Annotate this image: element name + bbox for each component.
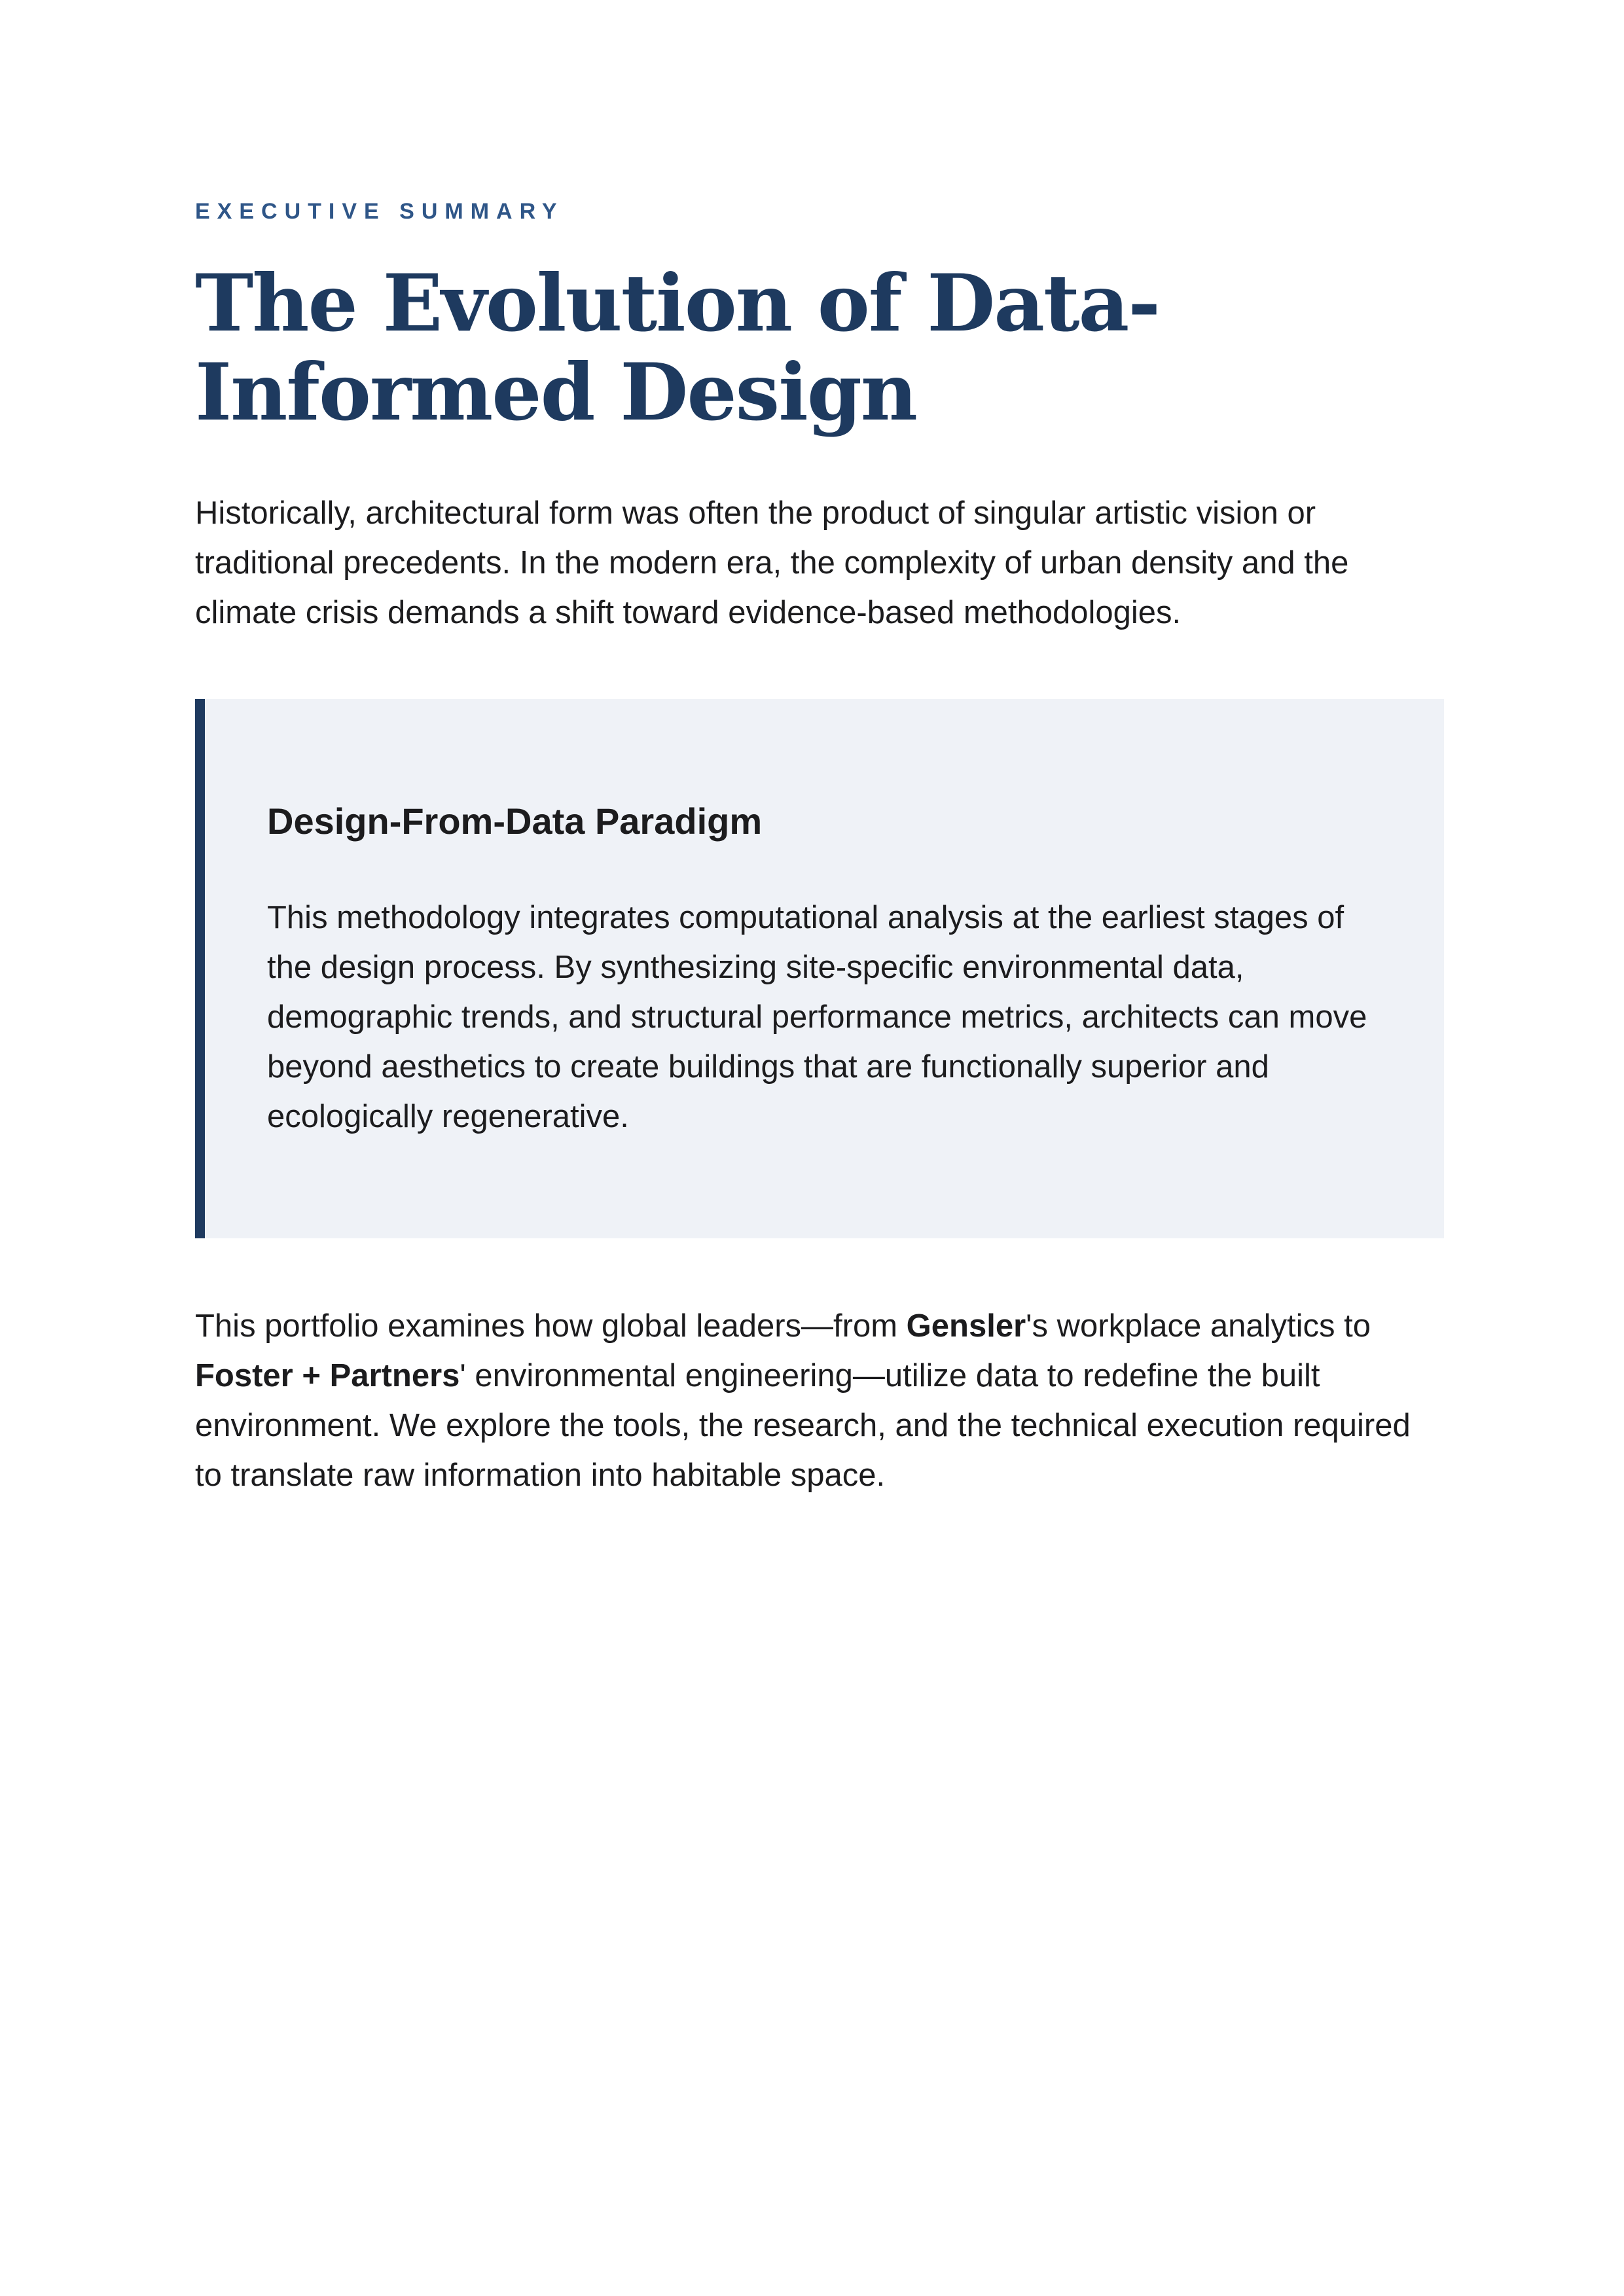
intro-paragraph: Historically, architectural form was often the product of singular artistic vision or traditional precedents. In the modern era, the complexity of urban density and the climate crisis demands a shift toward evidence-based methodologies. xyxy=(195,495,1349,630)
page-title: The Evolution of Data-Informed Design xyxy=(195,257,1160,439)
callout-box xyxy=(195,699,1444,1238)
closing-text-part3: ' environmental engineering—utilize data to redefine the built environment. We explore the tools, the research, and the technical execution required to translate raw information into habitable space. xyxy=(195,1358,1411,1493)
callout-title: Design-From-Data Paradigm xyxy=(267,800,763,842)
callout-body: This methodology integrates computational analysis at the earliest stages of the design process. By synthesizing site-specific environmental data, demographic trends, and structural performance metrics, architects can move beyond aesthetics to create buildings that are functionally superior and ecologically regenerative. xyxy=(267,900,1367,1134)
firm-name-gensler: Gensler xyxy=(906,1308,1026,1344)
firm-name-foster-partners: Foster + Partners xyxy=(195,1358,460,1393)
closing-paragraph xyxy=(195,1301,1444,1500)
section-eyebrow: EXECUTIVE SUMMARY xyxy=(195,199,564,224)
closing-text-part1: This portfolio examines how global leaders—from xyxy=(195,1308,907,1344)
closing-text-part2: 's workplace analytics to xyxy=(1026,1308,1371,1344)
